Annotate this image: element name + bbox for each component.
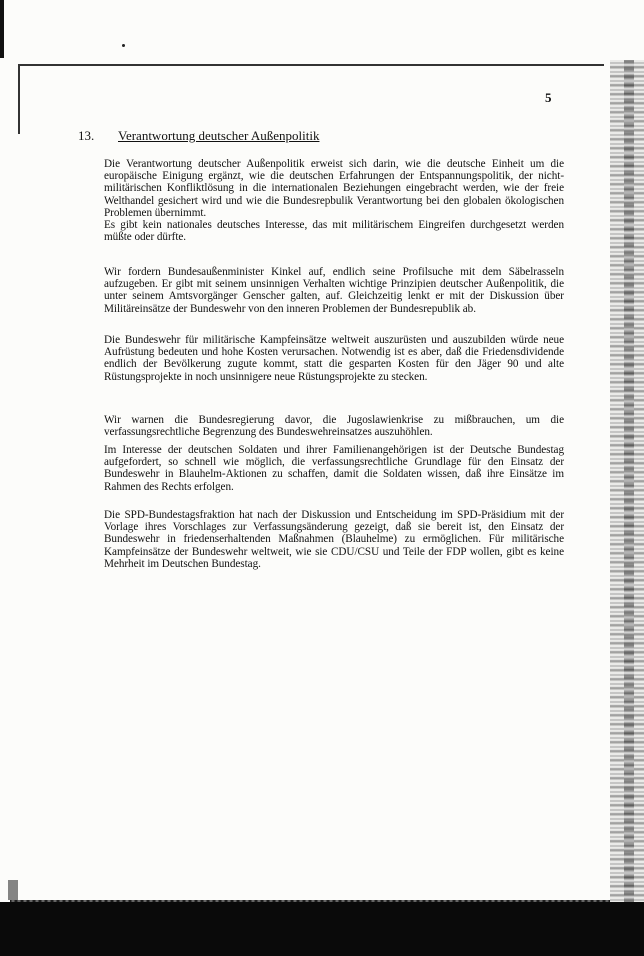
- page-top-rule: [18, 64, 604, 66]
- page-number: 5: [545, 90, 552, 105]
- paragraph: Die SPD-Bundestagsfraktion hat nach der Diskussion und Entscheidung im SPD-Präsidium mit der Vorlage ihres Vorschlages zur Verfassungsänderung gezeigt, daß sie bereit ist, den Einsatz der Bundeswehr in friedenserhaltenden Maßnahmen (Blauhelme) zu ermöglichen. Für militärische Kampfeinsätze der Bundeswehr weltweit, wie sie CDU/CSU und Teile der FDP wollen, gibt es keine Mehrheit im Deutschen Bundestag.: [104, 509, 564, 570]
- paragraph: Die Verantwortung deutscher Außenpolitik erweist sich darin, wie die deutsche Einheit um die europäische Einigung ergänzt, wie die deutschen Erfahrungen der Entspannungspolitik, der nicht-militärischen Konfliktlösung in die internationalen Beziehungen eingebracht werden, wie der freie Welthandel gesichert wird und wie die Bundesrepbulik Verantwortung bei den globalen ökologischen Problemen übernimmt.: [104, 158, 564, 219]
- scan-right-edge-dark: [624, 60, 634, 902]
- section-heading: [78, 128, 319, 144]
- paragraph: Es gibt kein nationales deutsches Interesse, das mit militärischem Eingreifen durchgesetzt werden müßte oder dürfte.: [104, 219, 564, 244]
- section-number: 13.: [78, 128, 95, 143]
- paragraph: Wir fordern Bundesaußenminister Kinkel auf, endlich seine Profilsuche mit dem Säbelrasseln aufzugeben. Er gibt mit seinem unsinnigen Verhalten wichtige Prinzipien deutscher Außenpolitik, die unter seinem Amtsvorgänger Genscher galten, auf. Gleichzeitig lenkt er mit der Diskussion über Militäreinsätze der Bundeswehr von den inneren Problemen der Bundesrepublik ab.: [104, 266, 564, 315]
- page-left-rule: [18, 64, 20, 134]
- scan-bottom-left-mark: [8, 880, 18, 900]
- section-title: Verantwortung deutscher Außenpolitik: [118, 128, 320, 143]
- paragraph: Im Interesse der deutschen Soldaten und ihrer Familienangehörigen ist der Deutsche Bundestag aufgefordert, so schnell wie möglich, die verfassungsrechtliche Grundlage für den Einsatz der Bundeswehr in Blauhelm-Aktionen zu schaffen, damit die Soldaten wissen, daß ihre Einsätze im Rahmen des Rechts erfolgen.: [104, 444, 564, 493]
- paragraph: Wir warnen die Bundesregierung davor, die Jugoslawienkrise zu mißbrauchen, um die verfassungsrechtliche Begrenzung des Bundeswehreinsatzes auszuhöhlen.: [104, 414, 564, 439]
- scan-speck: [122, 44, 125, 47]
- paragraph: Die Bundeswehr für militärische Kampfeinsätze weltweit auszurüsten und auszubilden würde neue Aufrüstung bedeuten und hohe Kosten verursachen. Notwendig ist es aber, daß die Friedensdividende endlich der Bevölkerung zugute kommt, statt die gesparten Kosten für den Jäger 90 und alte Rüstungsprojekte in noch unsinnigere neue Rüstungsprojekte zu stecken.: [104, 334, 564, 383]
- scan-edge-mark: [0, 0, 4, 58]
- scan-bottom-band: [0, 902, 644, 956]
